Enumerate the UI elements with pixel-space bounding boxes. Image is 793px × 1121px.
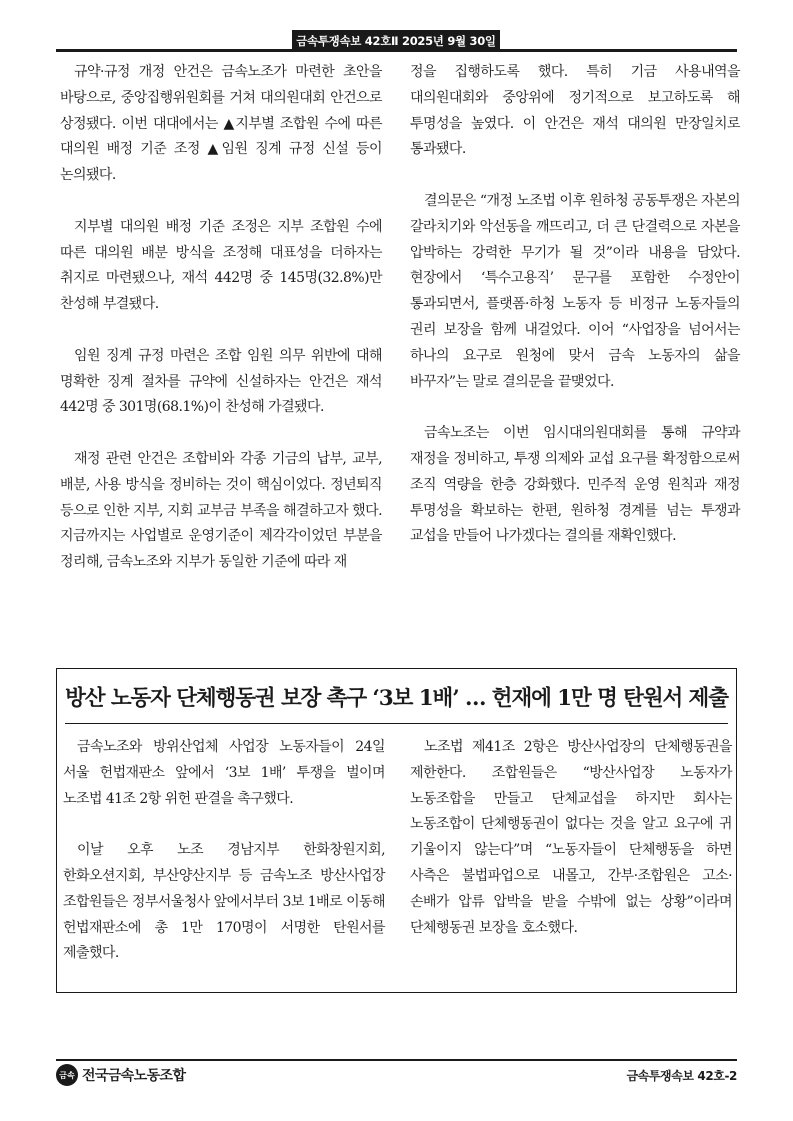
paragraph: 지부별 대의원 배정 기준 조정은 지부 조합원 수에 따른 대의원 배분 방식을 조정해 대표성을 더하자는 취지로 마련됐으나, 재석 442명 중 145명(32.8%)만 찬성해 부결됐다. — [60, 218, 382, 313]
article1-left-column — [60, 60, 382, 576]
article2-left-column — [63, 735, 385, 967]
paragraph: 노조법 제41조 2항은 방산사업장의 단체행동권을 제한한다. 조합원들은 “방산사업장 노동자가 노동조합을 만들고 단체교섭을 하지만 회사는 노동조합이 단체행동권이 없다는 것을 알고 요구에 귀 기울이지 않는다”며 “노동자들이 단체행동을 하면 사측은 불법파업으로 내몰고, 간부·조합원은 고소·손배가 압류 압박을 받을 수밖에 없는 상황”이라며 단체행동권 보장을 호소했다. — [410, 739, 732, 936]
headline-rule — [65, 723, 728, 724]
union-logo — [56, 1064, 185, 1086]
paragraph: 정을 집행하도록 했다. 특히 기금 사용내역을 대의원대회와 중앙위에 정기적으로 보고하도록 해 투명성을 높였다. 이 안건은 재석 대의원 만장일치로 통과됐다. — [410, 64, 740, 158]
issue-header: 금속투쟁속보 42호Ⅱ 2025년 9월 30일 — [292, 30, 500, 52]
footer-rule — [56, 1059, 737, 1061]
paragraph: 임원 징계 규정 마련은 조합 임원 의무 위반에 대해 명확한 징계 절차를 규약에 신설하자는 안건은 재석 442명 중 301명(68.1%)이 찬성해 가결됐다. — [60, 347, 382, 416]
paragraph: 금속노조와 방위산업체 사업장 노동자들이 24일 서울 헌법재판소 앞에서 ‘3보 1배’ 투쟁을 벌이며 노조법 41조 2항 위헌 판결을 촉구했다. — [63, 739, 385, 807]
header-rule — [56, 49, 737, 52]
union-emblem-icon: 금속 — [56, 1064, 78, 1086]
paragraph: 금속노조는 이번 임시대의원대회를 통해 규약과 재정을 정비하고, 투쟁 의제와 교섭 요구를 확정함으로써 조직 역량을 한층 강화했다. 민주적 운영 원칙과 재정 투명성을 확보하는 한편, 원하청 경계를 넘는 투쟁과 교섭을 만들어 나가겠다는 결의를 재확인했다. — [410, 425, 740, 545]
paragraph: 재정 관련 안건은 조합비와 각종 기금의 납부, 교부, 배분, 사용 방식을 정비하는 것이 핵심이었다. 정년퇴직 등으로 인한 지부, 지회 교부금 부족을 해결하고자 했다. 지금까지는 사업별로 운영기준이 제각각이었던 부분을 정리해, 금속노조와 지부가 동일한 기준에 따라 재 — [60, 450, 382, 571]
union-name: 전국금속노동조합 — [82, 1068, 186, 1084]
article2-headline: 방산 노동자 단체행동권 보장 촉구 ‘3보 1배’ … 헌재에 1만 명 탄원서 제출 — [65, 686, 728, 711]
paragraph: 결의문은 “개정 노조법 이후 원하청 공동투쟁은 자본의 갈라치기와 악선동을 깨뜨리고, 더 큰 단결력으로 자본을 압박하는 강력한 무기가 될 것”이라 내용을 담았다. 현장에서 ‘특수고용직’ 문구를 포함한 수정안이 통과되면서, 플랫폼·하청 노동자 등 비정규 노동자들의 권리 보장을 함께 내걸었다. 이어 “사업장을 넘어서는 하나의 요구로 원청에 맞서 금속 노동자의 삶을 바꾸자”는 말로 결의문을 끝맺었다. — [410, 192, 740, 390]
paragraph: 이날 오후 노조 경남지부 한화창원지회, 한화오션지회, 부산양산지부 등 금속노조 방산사업장 조합원들은 정부서울청사 앞에서부터 3보 1배로 이동해 헌법재판소에 총 1만 170명이 서명한 탄원서를 제출했다. — [63, 842, 385, 962]
article2-right-column — [410, 735, 732, 941]
paragraph: 규약·규정 개정 안건은 금속노조가 마련한 초안을 바탕으로, 중앙집행위원회를 거쳐 대의원대회 안건으로 상정됐다. 이번 대대에서는 ▲지부별 조합원 수에 따른 대의원 배정 기준 조정 ▲임원 징계 규정 신설 등이 논의됐다. — [60, 64, 382, 184]
article1-right-column — [410, 60, 740, 550]
article2-box — [56, 668, 737, 993]
page-label: 금속투쟁속보 42호-2 — [626, 1069, 737, 1083]
